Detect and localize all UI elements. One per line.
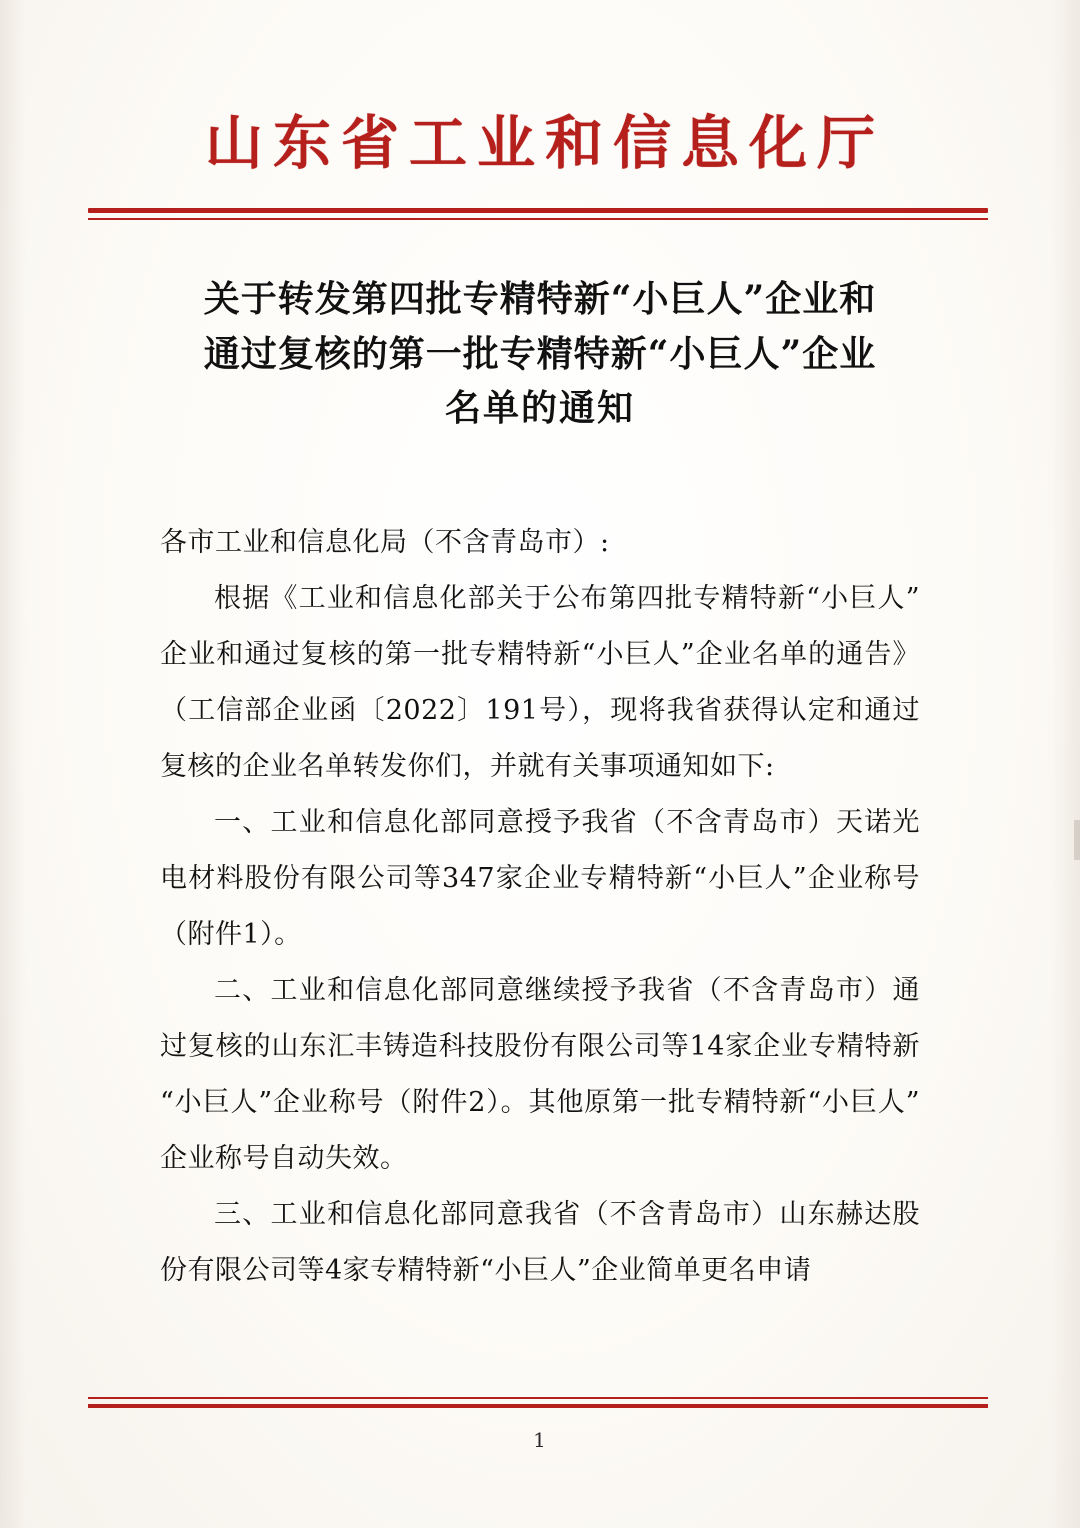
letterhead-organization: 山东省工业和信息化厅 [204, 109, 885, 177]
page-number: 1 [533, 1428, 547, 1452]
header-divider-thin [88, 218, 988, 220]
header-divider-thick [88, 208, 988, 213]
letterhead [0, 109, 1080, 177]
document-title-line-1: 关于转发第四批专精特新“小巨人”企业和 [203, 278, 877, 320]
body-paragraph-3: 二、工业和信息化部同意继续授予我省（不含青岛市）通过复核的山东汇丰铸造科技股份有限公司等14家企业专精特新“小巨人”企业称号（附件2）。其他原第一批专精特新“小巨人”企业称号自动失效。 [160, 975, 920, 1174]
document-title [150, 272, 930, 436]
body-paragraph-4: 三、工业和信息化部同意我省（不含青岛市）山东赫达股份有限公司等4家专精特新“小巨人”企业简单更名申请 [160, 1199, 920, 1286]
document-title-line-2: 通过复核的第一批专精特新“小巨人”企业 [203, 332, 877, 375]
salutation: 各市工业和信息化局（不含青岛市）: [160, 527, 610, 558]
document-title-line-3: 名单的通知 [444, 387, 635, 430]
footer-divider-thin [88, 1397, 988, 1399]
header-divider [88, 208, 988, 220]
body-paragraph-1: 根据《工业和信息化部关于公布第四批专精特新“小巨人”企业和通过复核的第一批专精特新“小巨人”企业名单的通告》（工信部企业函〔2022〕191号），现将我省获得认定和通过复核的企业名单转发你们，并就有关事项通知如下: [160, 583, 920, 782]
document-body [160, 515, 920, 1299]
footer-divider-thick [88, 1404, 988, 1408]
footer-divider [88, 1397, 988, 1408]
body-paragraph-2: 一、工业和信息化部同意授予我省（不含青岛市）天诺光电材料股份有限公司等347家企业专精特新“小巨人”企业称号（附件1）。 [160, 807, 920, 950]
